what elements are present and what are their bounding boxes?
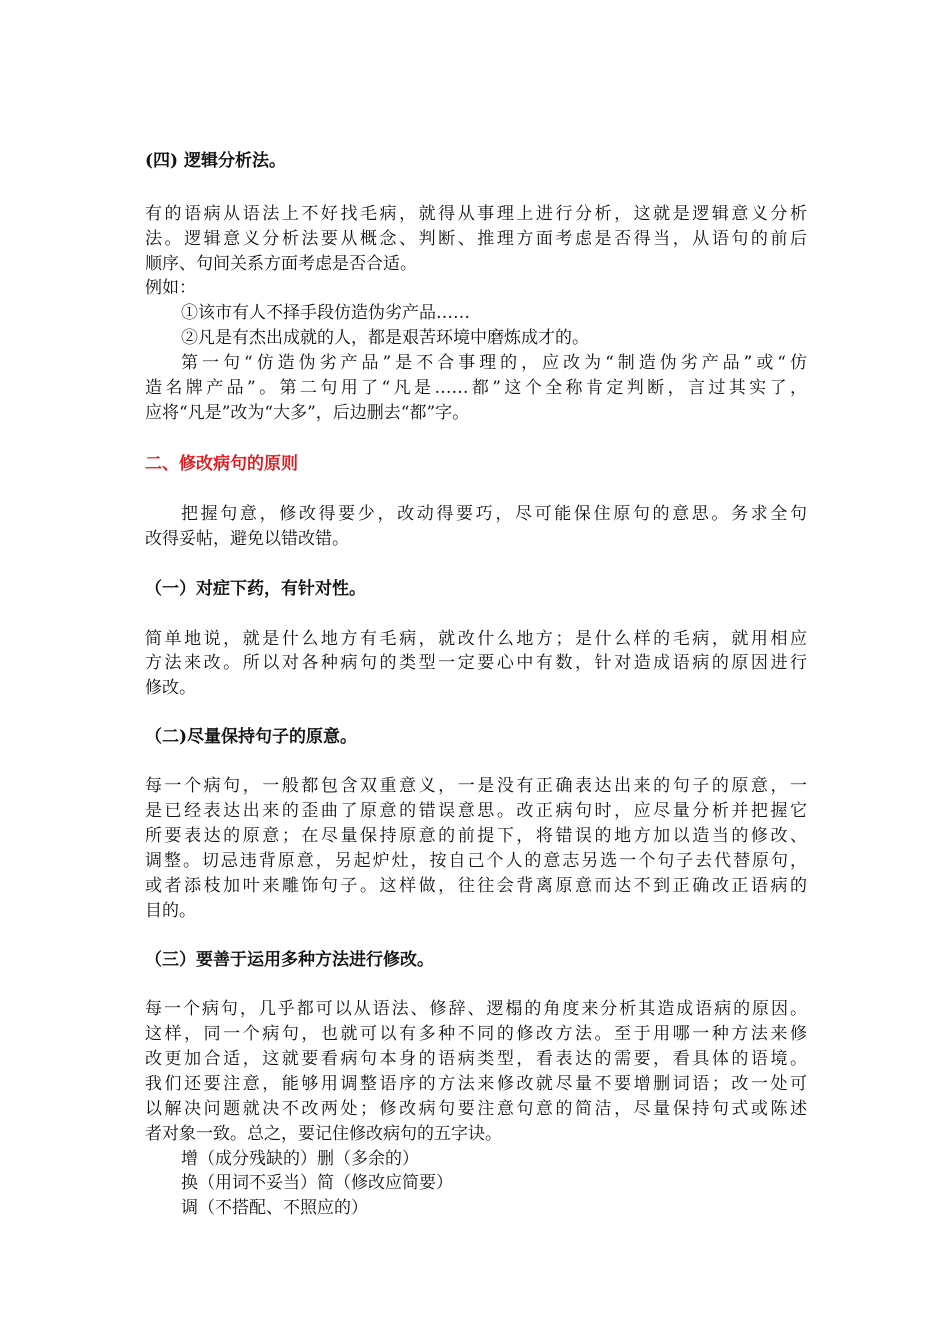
s3-para-line: 以解决问题就决不改两处；修改病句要注意句意的简洁，尽量保持句式或陈述 bbox=[145, 1099, 807, 1119]
mnemonic-line: 调（不搭配、不照应的） bbox=[181, 1198, 368, 1218]
s3-para-line: 改更加合适，这就要看病句本身的语病类型，看表达的需要，看具体的语境。 bbox=[145, 1049, 807, 1069]
principle-para-line: 改得妥帖，避免以错改错。 bbox=[145, 529, 349, 549]
principle-heading: 二、修改病句的原则 bbox=[145, 454, 298, 474]
explanation-line: 应将“凡是”改为“大多”，后边删去“都”字。 bbox=[145, 403, 470, 423]
s3-para-line: 者对象一致。总之，要记住修改病句的五字诀。 bbox=[145, 1124, 502, 1144]
logic-para-line: 顺序、句间关系方面考虑是否合适。 bbox=[145, 254, 417, 274]
example-label: 例如： bbox=[145, 278, 196, 298]
s2-para-line: 所要表达的原意；在尽量保持原意的前提下，将错误的地方加以造当的修改、 bbox=[145, 826, 807, 846]
s2-para-line: 目的。 bbox=[145, 901, 196, 921]
s2-para-line: 或者添枝加叶来雕饰句子。这样做，往往会背离原意而达不到正确改正语病的 bbox=[145, 876, 807, 896]
explanation-line: 第一句“仿造伪劣产品”是不合事理的，应改为“制造伪劣产品”或“仿 bbox=[181, 353, 807, 373]
section-heading-1: （一）对症下药，有针对性。 bbox=[145, 579, 366, 599]
mnemonic-line: 换（用词不妥当）简（修改应简要） bbox=[181, 1173, 453, 1193]
logic-para-line: 有的语病从语法上不好找毛病，就得从事理上进行分析，这就是逻辑意义分析 bbox=[145, 204, 807, 224]
logic-para-line: 法。逻辑意义分析法要从概念、判断、推理方面考虑是否得当，从语句的前后 bbox=[145, 229, 807, 249]
example-item: ②凡是有杰出成就的人，都是艰苦环境中磨炼成才的。 bbox=[181, 328, 589, 348]
explanation-line: 造名牌产品”。第二句用了“凡是……都”这个全称肯定判断，言过其实了， bbox=[145, 378, 807, 398]
s1-para-line: 修改。 bbox=[145, 678, 196, 698]
section-heading-2: （二)尽量保持句子的原意。 bbox=[145, 727, 358, 747]
s3-para-line: 这样，同一个病句，也就可以有多种不同的修改方法。至于用哪一种方法来修 bbox=[145, 1024, 807, 1044]
s1-para-line: 简单地说，就是什么地方有毛病，就改什么地方；是什么样的毛病，就用相应 bbox=[145, 629, 807, 649]
s2-para-line: 调整。切忌违背原意，另起炉灶，按自己个人的意志另选一个句子去代替原句， bbox=[145, 851, 807, 871]
s1-para-line: 方法来改。所以对各种病句的类型一定要心中有数，针对造成语病的原因进行 bbox=[145, 653, 807, 673]
section-heading-3: （三）要善于运用多种方法进行修改。 bbox=[145, 950, 434, 970]
example-item: ①该市有人不择手段仿造伪劣产品…… bbox=[181, 303, 470, 323]
section-heading-logic: (四) 逻辑分析法。 bbox=[145, 151, 287, 171]
s3-para-line: 每一个病句，几乎都可以从语法、修辞、逻榻的角度来分析其造成语病的原因。 bbox=[145, 999, 807, 1019]
principle-para-line: 把握句意，修改得要少，改动得要巧，尽可能保住原句的意思。务求全句 bbox=[181, 504, 807, 524]
s2-para-line: 每一个病句，一般都包含双重意义，一是没有正确表达出来的句子的原意，一 bbox=[145, 776, 807, 796]
s2-para-line: 是已经表达出来的歪曲了原意的错误意思。改正病句时，应尽量分析并把握它 bbox=[145, 801, 807, 821]
s3-para-line: 我们还要注意，能够用调整语序的方法来修改就尽量不要增删词语；改一处可 bbox=[145, 1074, 807, 1094]
mnemonic-line: 增（成分残缺的）删（多余的） bbox=[181, 1149, 419, 1169]
